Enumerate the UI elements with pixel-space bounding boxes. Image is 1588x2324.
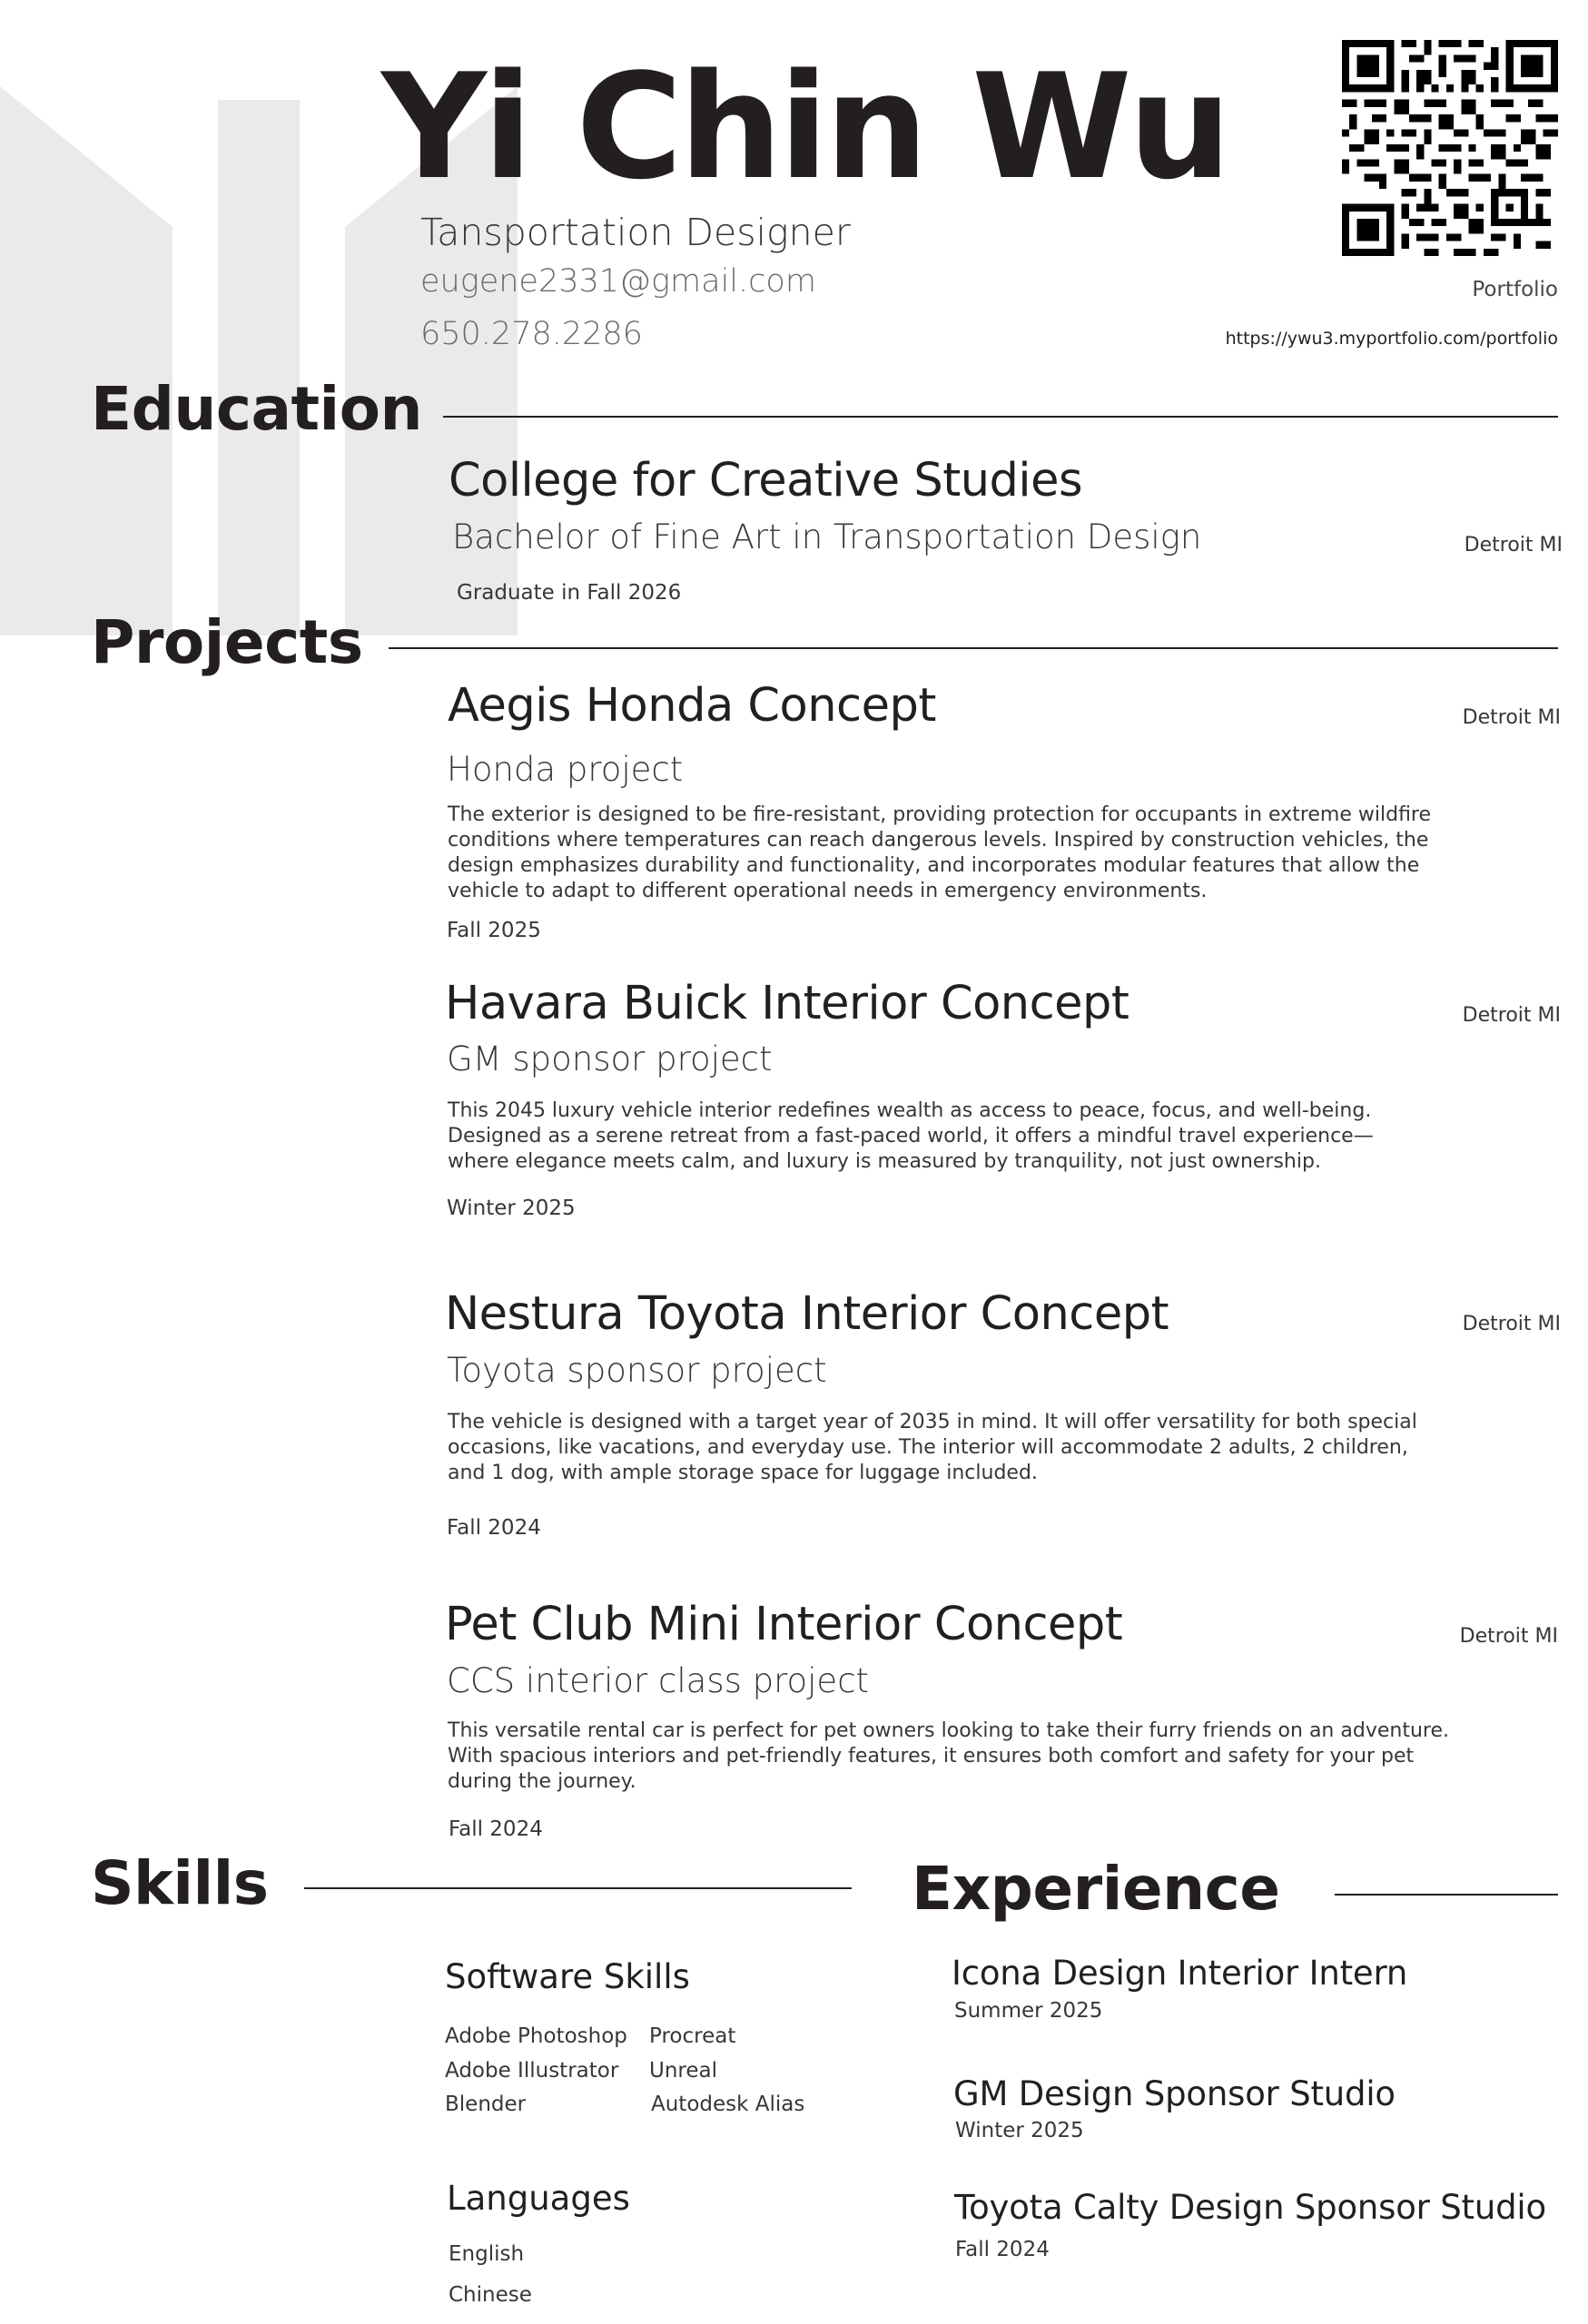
project-location: Detroit MI [1459,1625,1558,1648]
project-description: The vehicle is designed with a target year of 2035 in mind. It will offer versatility for both special occasions, like vacations, and everyday use. The interior will accommodate 2 adults, 2 children, and 1 dog, with ample storage space for luggage included. [448,1411,1417,1484]
project-title: Aegis Honda Concept [448,679,936,733]
project-description: This versatile rental car is perfect for pet owners looking to take their furry friends on an adventure. With spacious interiors and pet-friendly features, it ensures both comfort and safety for your pet during the journey. [448,1719,1449,1793]
experience-title: Icona Design Interior Intern [952,1954,1408,1993]
software-skill: Unreal [649,2059,717,2083]
project-subtitle: GM sponsor project [447,1039,773,1078]
experience-date: Winter 2025 [955,2119,1084,2142]
education-heading: Education [91,374,422,444]
school-name: College for Creative Studies [449,454,1083,507]
experience-date: Summer 2025 [954,1999,1103,2023]
project-description: The exterior is designed to be fire-resistant, providing protection for occupants in extreme wildfire conditions where temperatures can reach dangerous levels. Inspired by construction vehicles, the design emphasizes durability and functionality, and incorporates modular features that allow the vehicle to adapt to different operational needs in emergency environments. [448,803,1432,902]
software-skill: Autodesk Alias [651,2093,805,2116]
language: English [449,2242,525,2266]
software-skill: Procreat [649,2024,736,2048]
education-location: Detroit MI [1464,534,1563,556]
software-skills-heading: Software Skills [445,1957,690,1996]
project-date: Fall 2024 [447,1516,541,1540]
project-location: Detroit MI [1462,1313,1561,1335]
project-title: Pet Club Mini Interior Concept [445,1598,1123,1651]
portfolio-qr-code[interactable] [1342,40,1558,256]
skills-heading: Skills [91,1848,269,1918]
project-title: Havara Buick Interior Concept [445,977,1129,1030]
software-skill: Adobe Photoshop [445,2024,627,2048]
project-date: Fall 2025 [447,919,541,942]
projects-heading: Projects [91,607,363,677]
portfolio-link[interactable]: https://ywu3.myportfolio.com/portfolio [1225,329,1558,349]
education-divider [443,416,1558,418]
project-date: Winter 2025 [447,1196,576,1220]
project-title: Nestura Toyota Interior Concept [445,1287,1169,1341]
projects-divider [389,647,1558,649]
phone-number[interactable]: 650.278.2286 [420,316,643,352]
project-subtitle: CCS interior class project [447,1661,870,1700]
qr-label: Portfolio [1472,278,1558,301]
project-location: Detroit MI [1462,1004,1561,1027]
project-subtitle: Toyota sponsor project [447,1351,827,1390]
email-address[interactable]: eugene2331@gmail.com [420,263,816,300]
software-skill: Adobe Illustrator [445,2059,619,2083]
experience-divider [1335,1894,1558,1896]
project-date: Fall 2024 [449,1817,543,1841]
project-description: This 2045 luxury vehicle interior redefines wealth as access to peace, focus, and well-being. Designed as a serene retreat from a fast-paced world, it offers a mindful travel experience—where elegance meets calm, and luxury is measured by tranquility, not just ownership. [448,1099,1374,1173]
experience-heading: Experience [912,1854,1280,1924]
job-title: Tansportation Designer [420,211,851,254]
graduation-date: Graduate in Fall 2026 [457,581,682,605]
degree: Bachelor of Fine Art in Transportation Design [452,517,1202,556]
language: Chinese [449,2283,532,2307]
languages-heading: Languages [447,2179,630,2218]
experience-title: Toyota Calty Design Sponsor Studio [954,2188,1546,2227]
experience-date: Fall 2024 [955,2238,1050,2261]
project-location: Detroit MI [1462,706,1561,729]
skills-divider [304,1887,852,1889]
experience-title: GM Design Sponsor Studio [953,2074,1396,2113]
software-skill: Blender [445,2093,527,2116]
candidate-name: Yi Chin Wu [381,42,1228,212]
project-subtitle: Honda project [447,750,684,789]
